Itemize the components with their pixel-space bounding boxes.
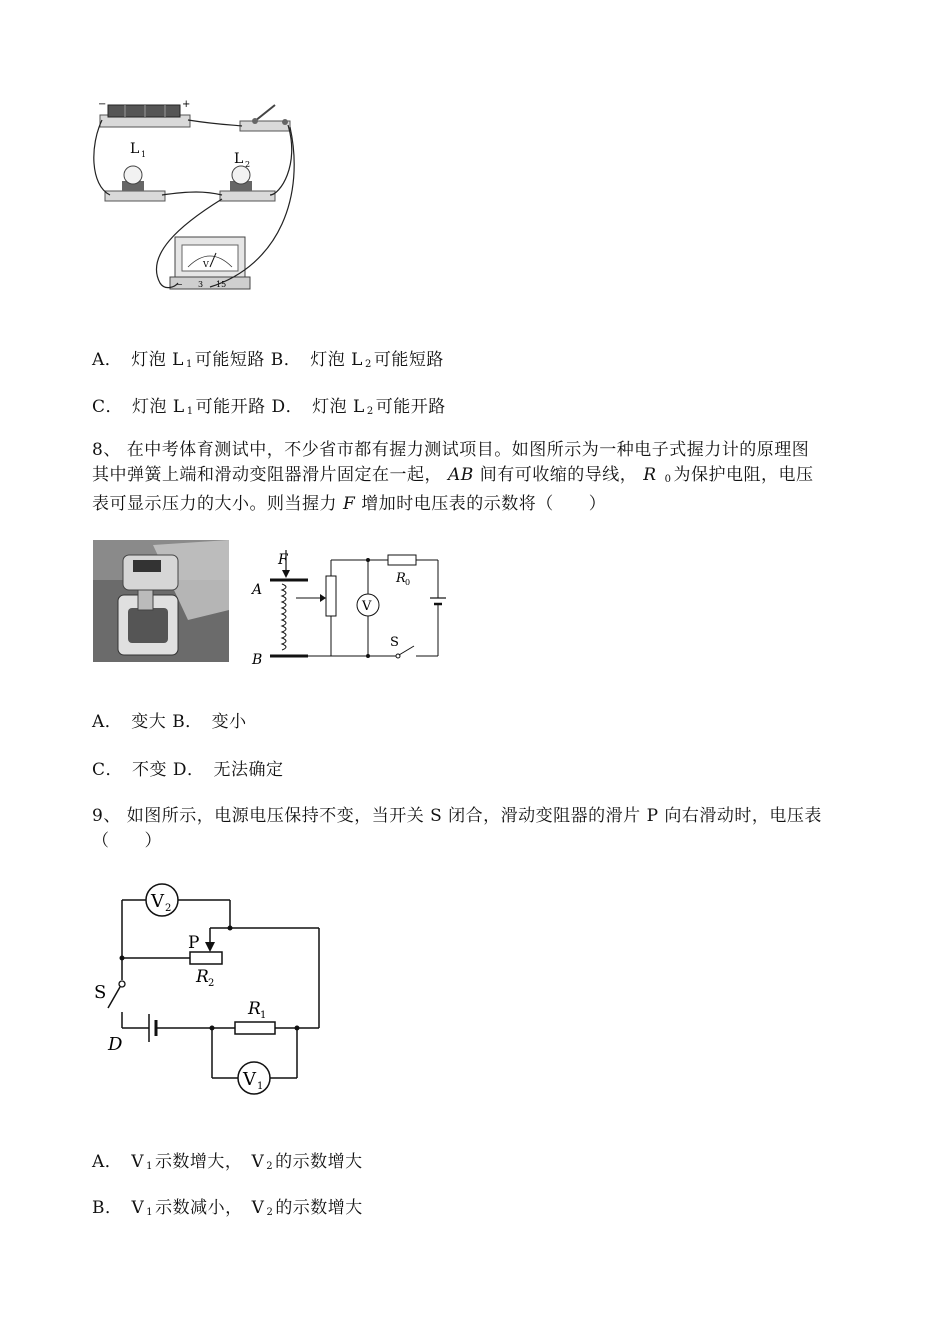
svg-text:2: 2 (245, 160, 251, 169)
q8-circuit-diagram (248, 548, 448, 670)
meter-v-label: V (203, 260, 209, 269)
q7-option-d[interactable]: D． 灯泡 L $_2$ 可能开路 (271, 397, 446, 417)
q8-options-row-1 (92, 710, 247, 734)
svg-text:−: − (176, 280, 183, 289)
slider-p-label: P (188, 933, 200, 953)
q8-option-b[interactable]: B． 变小 (172, 712, 247, 732)
q9-option-b[interactable]: B． V $_1$ 示数减小， V $_2$ 的示数增大 (92, 1198, 363, 1218)
svg-text:1: 1 (260, 1010, 267, 1021)
q8-question-text: 8、 在中考体育测试中，不少省市都有握力测试项目。如图所示为一种电子式握力计的原理图 其中弹簧上端和滑动变阻器滑片固定在一起， AB 间有可收缩的导线， R $_0$ 为保护电阻，电压 表可显示压力的大小。则当握力 F 增加时电压表的示数将（ ） (92, 440, 814, 514)
q7-options-row-2 (92, 395, 446, 424)
q8-option-d[interactable]: D． 无法确定 (172, 760, 284, 780)
svg-text:2: 2 (165, 903, 172, 914)
lamp-l2-label: L (234, 151, 244, 167)
q8-option-a[interactable]: A． 变大 (92, 712, 167, 732)
q7-options-row-1 (92, 348, 444, 377)
point-a-label: A (252, 582, 263, 598)
svg-text:3: 3 (198, 280, 204, 289)
q7-option-c[interactable]: C． 灯泡 L $_1$ 可能开路 (92, 397, 266, 417)
battery-minus-label: − (98, 99, 107, 110)
voltmeter-v-label: V (362, 599, 372, 614)
point-b-label: B (252, 652, 263, 668)
r2-label: R (196, 967, 209, 987)
q7-option-a[interactable]: A． 灯泡 L $_1$ 可能短路 (92, 350, 265, 370)
q7-option-b[interactable]: B． 灯泡 L $_2$ 可能短路 (270, 350, 444, 370)
svg-text:2: 2 (208, 978, 215, 989)
battery-plus-label: + (182, 99, 191, 110)
force-f-label: F (278, 552, 288, 568)
svg-text:15: 15 (216, 280, 227, 289)
circuit-figure-1 (90, 95, 310, 300)
svg-text:1: 1 (141, 150, 147, 159)
q8-option-c[interactable]: C． 不变 (92, 760, 168, 780)
q9-option-a[interactable]: A． V $_1$ 示数增大， V $_2$ 的示数增大 (92, 1152, 363, 1172)
q9-circuit-diagram (92, 880, 332, 1105)
battery-d-label: D (108, 1034, 123, 1055)
switch-s-label: S (94, 982, 107, 1003)
grip-dynamometer-photo (93, 540, 229, 662)
v1-label: V (243, 1069, 256, 1090)
r1-label: R (248, 999, 261, 1019)
r0-label: R (396, 571, 406, 586)
q8-options-row-2 (92, 758, 284, 782)
switch-s-label: S (390, 635, 399, 650)
v2-label: V (151, 891, 164, 912)
lamp-l1-label: L (130, 141, 140, 157)
q9-question-text: 9、 如图所示，电源电压保持不变，当开关 S 闭合，滑动变阻器的滑片 P 向右滑动时，电压表 （ ） (92, 806, 822, 851)
svg-text:0: 0 (405, 578, 411, 587)
svg-text:1: 1 (257, 1081, 264, 1092)
